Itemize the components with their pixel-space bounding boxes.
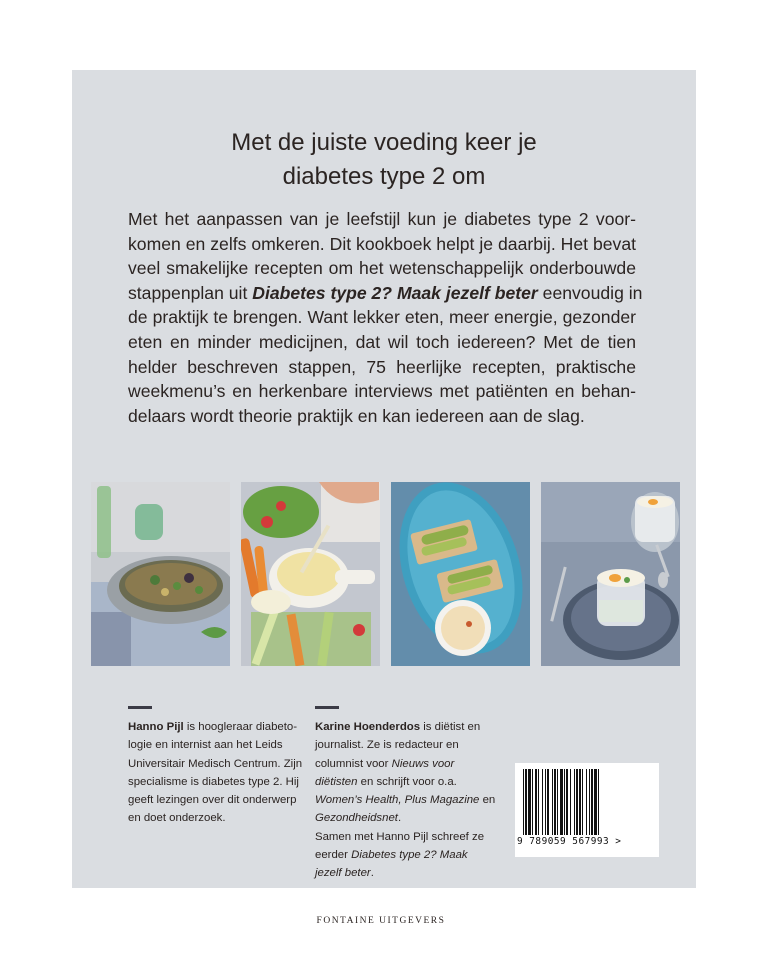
- bio-divider-right: [315, 706, 339, 709]
- intro-line: delaars wordt theorie praktijk en kan iedereen aan de slag.: [128, 405, 585, 426]
- intro-line: weekmenu’s en herkenbare interviews met patiënten en behan-: [128, 381, 636, 402]
- barcode-bar: [594, 769, 597, 835]
- magazine-name: diëtisten: [315, 775, 358, 788]
- barcode-bar: [545, 769, 546, 835]
- author-bio-hanno-pijl: [128, 718, 308, 828]
- barcode-bar: [547, 769, 549, 835]
- photo-avocado-crispbread: [391, 482, 530, 666]
- bio-divider-left: [128, 706, 152, 709]
- barcode-bar: [591, 769, 593, 835]
- barcode-bar: [532, 769, 533, 835]
- bio-text: eerder: [315, 849, 348, 862]
- barcode-bar: [564, 769, 565, 835]
- bio-line: [315, 718, 505, 736]
- bio-text: is hoogleraar diabeto-: [186, 721, 298, 733]
- photo-egg-jars: [541, 482, 680, 666]
- intro-line: komen en zelfs omkeren. Dit kookboek helpt je daarbij. Het bevat: [128, 233, 636, 254]
- publisher-imprint: FONTAINE UITGEVERS: [316, 916, 446, 926]
- barcode-bar: [589, 769, 590, 835]
- bio-line: journalist. Ze is redacteur en: [315, 739, 459, 752]
- barcode-bar: [598, 769, 599, 835]
- barcode-bar: [552, 769, 553, 835]
- barcode-bar: [525, 769, 527, 835]
- barcode-bar: [586, 769, 587, 835]
- headline-line-1: Met de juiste voeding keer je: [231, 129, 537, 156]
- bio-line: logie en internist aan het Leids: [128, 739, 283, 752]
- recipe-photo-strip: [91, 482, 681, 666]
- photo-vegetable-dip: [241, 482, 380, 666]
- barcode-bars: [523, 769, 651, 835]
- bio-text: is diëtist en: [423, 721, 481, 733]
- author-name: Hanno Pijl: [128, 721, 184, 733]
- book-title-reference: Diabetes type 2? Maak: [351, 849, 468, 862]
- magazine-name: Nieuws voor: [391, 757, 455, 770]
- author-bio-karine-hoenderdos: [315, 718, 505, 883]
- intro-line: de praktijk te brengen. Want lekker eten, meer energie, gezonder: [128, 307, 636, 328]
- bio-line: [315, 809, 505, 827]
- barcode-bar: [576, 769, 578, 835]
- cover-headline: [72, 126, 696, 194]
- barcode-bar: [542, 769, 543, 835]
- magazine-name: Women’s Health, Plus Magazine: [315, 794, 480, 807]
- barcode-bar: [538, 769, 539, 835]
- bio-line: [315, 846, 505, 864]
- back-cover-panel: [72, 70, 696, 888]
- intro-text: stappenplan uit: [128, 282, 248, 303]
- intro-line: eten en minder medicijnen, dat wil toch iedereen? Met de tien: [128, 331, 636, 352]
- bio-text: .: [397, 812, 402, 825]
- bio-line: Universitair Medisch Centrum. Zijn: [128, 757, 303, 770]
- barcode-bar: [566, 769, 568, 835]
- bio-line: specialisme is diabetes type 2. Hij: [128, 775, 299, 788]
- bio-line: en doet onderzoek.: [128, 812, 226, 825]
- barcode-bar: [554, 769, 556, 835]
- intro-text: eenvoudig in: [542, 282, 643, 303]
- isbn-digits: 9 789059 567993 >: [517, 836, 622, 847]
- barcode-bar: [579, 769, 581, 835]
- barcode-bar: [560, 769, 563, 835]
- barcode-bar: [557, 769, 558, 835]
- barcode-bar: [535, 769, 537, 835]
- barcode-bar: [582, 769, 583, 835]
- book-title-reference: jezelf beter: [315, 867, 371, 880]
- headline-line-2: diabetes type 2 om: [282, 163, 486, 190]
- barcode-bar: [523, 769, 524, 835]
- intro-line: helder beschreven stappen, 75 heerlijke recepten, praktische: [128, 356, 636, 377]
- book-title-reference: Diabetes type 2? Maak jezelf beter: [252, 282, 538, 303]
- bio-line: [315, 791, 505, 809]
- author-name: Karine Hoenderdos: [315, 721, 421, 733]
- bio-line: [315, 773, 505, 791]
- intro-paragraph: [128, 207, 643, 428]
- intro-line: veel smakelijke recepten om het wetenschappelijk onderbouwde: [128, 258, 636, 279]
- bio-text: columnist voor: [315, 757, 389, 770]
- bio-line: [315, 755, 505, 773]
- bio-line: Samen met Hanno Pijl schreef ze: [315, 830, 485, 843]
- bio-text: en: [482, 794, 496, 807]
- barcode-bar: [574, 769, 575, 835]
- bio-line: [128, 718, 308, 736]
- photo-grain-salad: [91, 482, 230, 666]
- intro-line: Met het aanpassen van je leefstijl kun je diabetes type 2 voor-: [128, 209, 636, 229]
- bio-text: en schrijft voor o.a.: [360, 775, 457, 788]
- barcode-bar: [528, 769, 531, 835]
- bio-line: [315, 864, 505, 882]
- bio-line: geeft lezingen over dit onderwerp: [128, 794, 297, 807]
- intro-line: [128, 281, 643, 306]
- isbn-barcode: [515, 763, 659, 857]
- bio-text: .: [370, 867, 374, 880]
- barcode-bar: [570, 769, 571, 835]
- magazine-name: Gezondheidsnet: [315, 812, 398, 825]
